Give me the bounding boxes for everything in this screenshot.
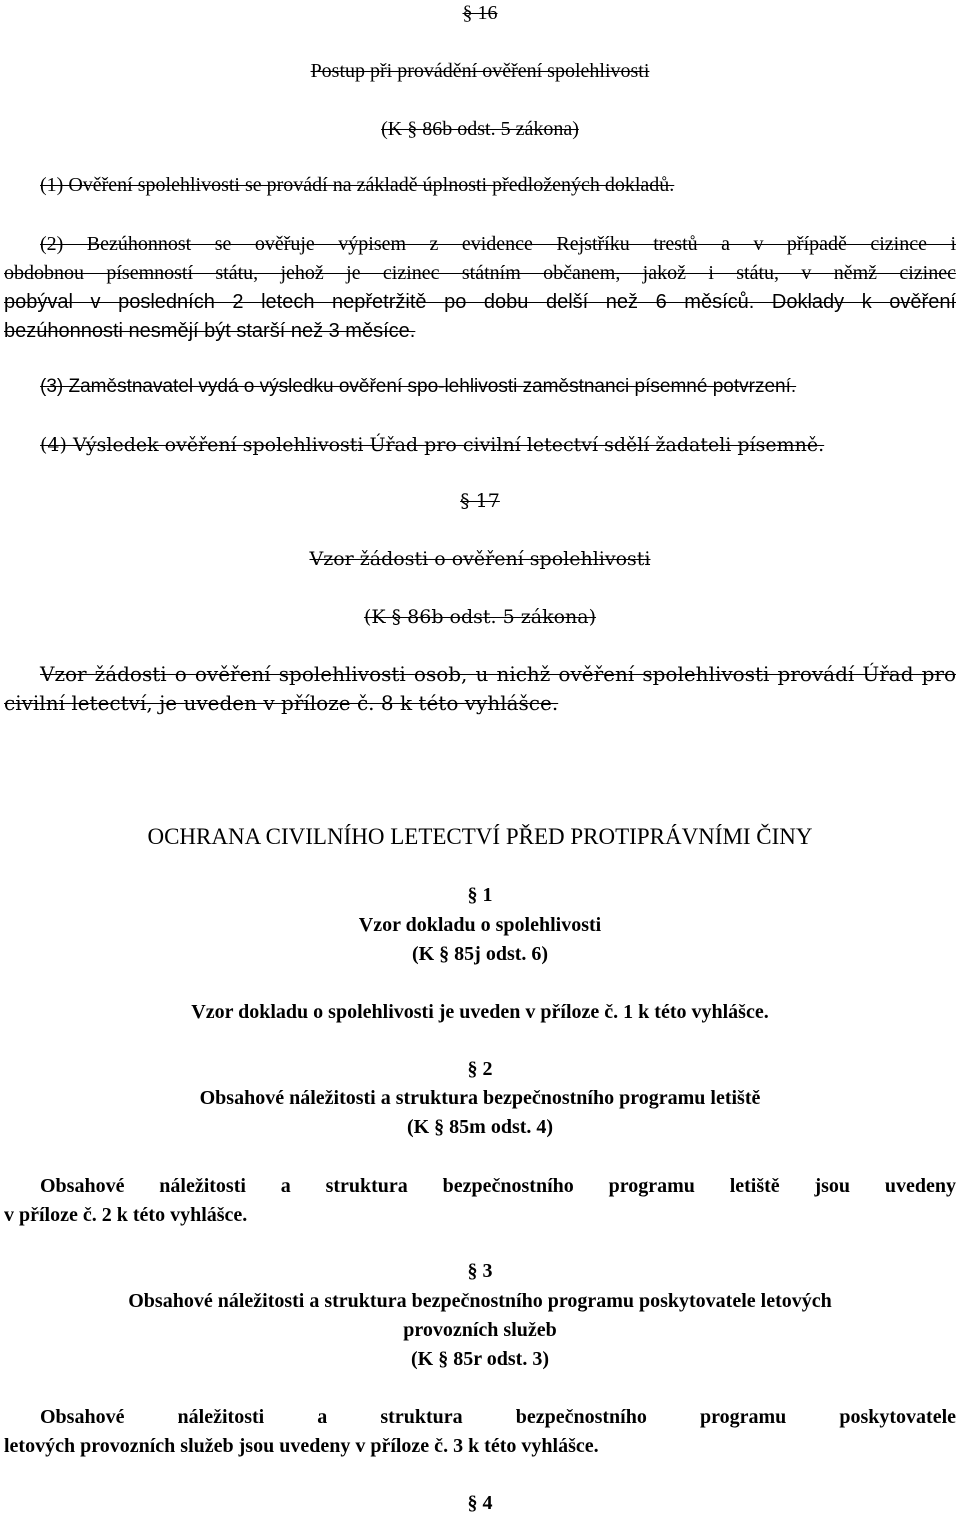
section-reference-1: (K § 85j odst. 6) <box>411 943 549 965</box>
paragraph-3: (3) Zaměstnavatel vydá o výsledku ověření spo-lehlivosti zaměstnanci písemné potvrzení. <box>40 376 797 397</box>
section-mark-16: § 16 <box>462 2 498 24</box>
section-17-text-line-1: Vzor žádosti o ověření spolehlivosti osob, u nichž ověření spolehlivosti provádí Úřad pro <box>40 662 956 686</box>
section-mark-17: § 17 <box>460 490 500 512</box>
section-title-17: Vzor žádosti o ověření spolehlivosti <box>309 548 651 570</box>
section-3-text-line-2: letových provozních služeb jsou uvedeny v příloze č. 3 k této vyhlášce. <box>4 1435 599 1457</box>
section-title-3-line-2: provozních služeb <box>403 1319 557 1341</box>
section-title-3-line-1: Obsahové náležitosti a struktura bezpečnostního programu poskytovatele letových <box>128 1290 832 1312</box>
paragraph-4: (4) Výsledek ověření spolehlivosti Úřad pro civilní letectví sdělí žadateli písemně. <box>40 434 825 456</box>
section-2-text-line-1: Obsahové náležitosti a struktura bezpečnostního programu letiště jsou uvedeny <box>40 1175 956 1197</box>
section-title-16: Postup při provádění ověření spolehlivosti <box>310 60 650 82</box>
chapter-heading: OCHRANA CIVILNÍHO LETECTVÍ PŘED PROTIPRÁVNÍMI ČINY <box>147 824 813 849</box>
section-reference-3: (K § 85r odst. 3) <box>411 1348 549 1370</box>
section-reference-2: (K § 85m odst. 4) <box>406 1116 554 1138</box>
section-mark-1: § 1 <box>467 884 493 906</box>
section-title-1: Vzor dokladu o spolehlivosti <box>358 914 602 936</box>
paragraph-2-line-4: bezúhonnosti nesmějí být starší než 3 měsíce. <box>4 320 416 342</box>
section-mark-2: § 2 <box>467 1058 493 1080</box>
section-reference-17: (K § 86b odst. 5 zákona) <box>363 606 597 628</box>
section-2-text-line-2: v příloze č. 2 k této vyhlášce. <box>4 1204 248 1226</box>
section-17-text-line-2: civilní letectví, je uveden v příloze č. 8 k této vyhlášce. <box>4 691 559 715</box>
section-mark-4: § 4 <box>467 1492 493 1514</box>
section-mark-3: § 3 <box>467 1260 493 1282</box>
section-3-text-line-1: Obsahové náležitosti a struktura bezpečnostního programu poskytovatele <box>40 1406 956 1428</box>
section-title-2: Obsahové náležitosti a struktura bezpečnostního programu letiště <box>199 1087 761 1109</box>
paragraph-1: (1) Ověření spolehlivosti se provádí na základě úplnosti předložených dokladů. <box>40 174 675 196</box>
paragraph-2-line-3: pobýval v posledních 2 letech nepřetržitě po dobu delší než 6 měsíců. Doklady k ověření <box>4 291 956 313</box>
section-reference-16: (K § 86b odst. 5 zákona) <box>381 118 579 140</box>
section-1-text: Vzor dokladu o spolehlivosti je uveden v příloze č. 1 k této vyhlášce. <box>191 1001 769 1023</box>
paragraph-2-line-1: (2) Bezúhonnost se ověřuje výpisem z evidence Rejstříku trestů a v případě cizince i <box>40 233 956 255</box>
paragraph-2-line-2: obdobnou písemností státu, jehož je cizinec státním občanem, jakož i státu, v němž cizinec <box>4 262 956 284</box>
